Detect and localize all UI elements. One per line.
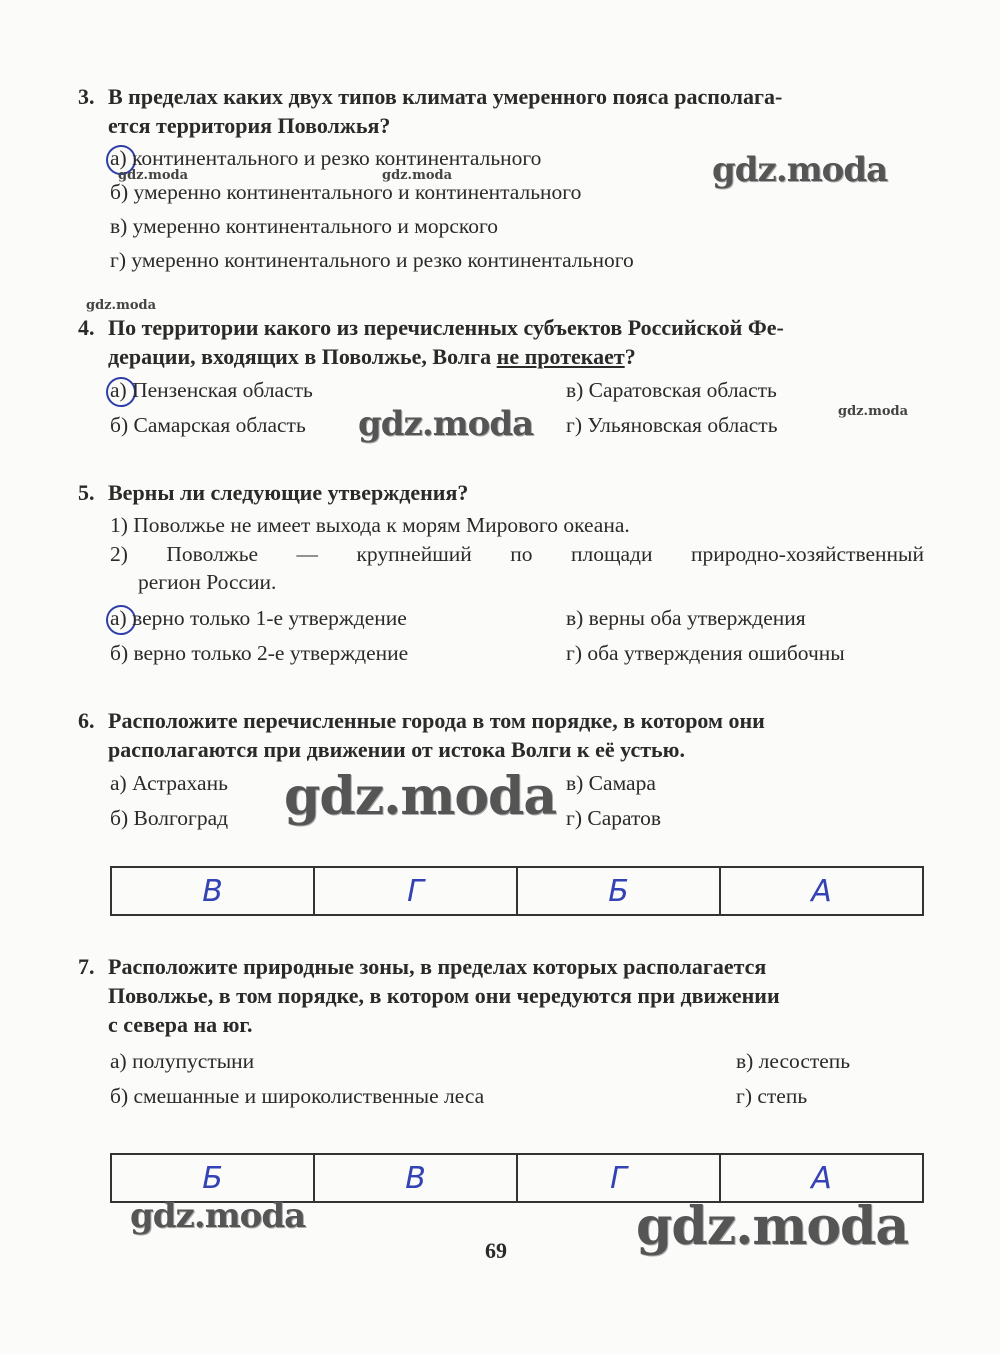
watermark: gdz.moda — [382, 168, 453, 183]
q5-option-a: а) верно только 1-е утверждение — [110, 606, 407, 630]
q5-statement-1: 1) Поволжье не имеет выхода к морям Мирового океана. — [110, 513, 630, 537]
watermark: gdz.moda — [130, 1196, 306, 1236]
q6-option-d: г) Саратов — [566, 806, 661, 830]
q7-answer-cell-1[interactable]: Б — [111, 1154, 314, 1202]
q5-option-d: г) оба утверждения ошибочны — [566, 641, 845, 665]
page-number: 69 — [485, 1238, 507, 1263]
question-7-text: 7. Расположите природные зоны, в пределах которых располагается Поволжье, в том порядке, в котором они чередуются при движении с севера на юг. — [78, 954, 780, 1037]
q7-option-a: а) полупустыни — [110, 1049, 255, 1073]
q6-answer-cell-3[interactable]: Б — [517, 867, 720, 915]
q6-answer-cell-4[interactable]: А — [720, 867, 923, 915]
watermark: gdz.moda — [636, 1196, 909, 1257]
q7-option-c: в) лесостепь — [736, 1049, 851, 1073]
underlined-not-flowing: не протекает — [496, 344, 625, 369]
q3-option-d: г) умеренно континентального и резко континентального — [110, 248, 634, 272]
q7-option-b: б) смешанные и широколиственные леса — [110, 1084, 485, 1108]
watermark: gdz.moda — [358, 404, 534, 444]
q3-option-a: а) континентального и резко континентального — [110, 146, 542, 170]
q7-answer-cell-3[interactable]: Г — [517, 1154, 720, 1202]
q7-answer-cell-4[interactable]: А — [720, 1154, 923, 1202]
question-7 — [78, 952, 924, 1039]
question-4 — [78, 313, 924, 371]
watermark: gdz.moda — [118, 168, 189, 183]
watermark: gdz.moda — [284, 766, 557, 827]
q6-answer-table — [110, 866, 924, 916]
q5-option-b: б) верно только 2-е утверждение — [110, 641, 409, 665]
q6-option-b: б) Волгоград — [110, 806, 229, 830]
question-5 — [78, 478, 924, 507]
question-4-text: 4. По территории какого из перечисленных субъектов Российской Фе- дерации, входящих в Поволжье, Волга не протекает? — [78, 315, 784, 369]
question-3 — [78, 82, 924, 140]
question-5-text: 5. Верны ли следующие утверждения? — [78, 480, 469, 505]
q3-option-c: в) умеренно континентального и морского — [110, 214, 499, 238]
q5-option-c: в) верны оба утверждения — [566, 606, 806, 630]
question-3-text: 3. В пределах каких двух типов климата умеренного пояса располага- ется территория Поволжья? — [78, 84, 783, 138]
q6-option-a: а) Астрахань — [110, 771, 228, 795]
watermark: gdz.moda — [838, 404, 909, 419]
q4-option-a: а) Пензенская область — [110, 378, 313, 402]
q7-option-d: г) степь — [736, 1084, 808, 1108]
q3-option-b: б) умеренно континентального и континентального — [110, 180, 582, 204]
q6-answer-cell-1[interactable]: В — [111, 867, 314, 915]
q4-option-b: б) Самарская область — [110, 413, 306, 437]
q5-statement-2-cont: регион России. — [138, 570, 277, 594]
q6-option-c: в) Самара — [566, 771, 656, 795]
q4-option-c: в) Саратовская область — [566, 378, 777, 402]
question-6 — [78, 706, 924, 764]
question-6-text: 6. Расположите перечисленные города в том порядке, в котором они располагаются при движении от истока Волги к её устью. — [78, 708, 765, 762]
watermark: gdz.moda — [86, 298, 157, 313]
q6-answer-cell-2[interactable]: Г — [314, 867, 517, 915]
q4-option-d: г) Ульяновская область — [566, 413, 778, 437]
q7-answer-cell-2[interactable]: В — [314, 1154, 517, 1202]
watermark: gdz.moda — [712, 150, 888, 190]
q5-statement-2: 2) Поволжье — крупнейший по площади природно-хозяйственный — [110, 542, 924, 566]
